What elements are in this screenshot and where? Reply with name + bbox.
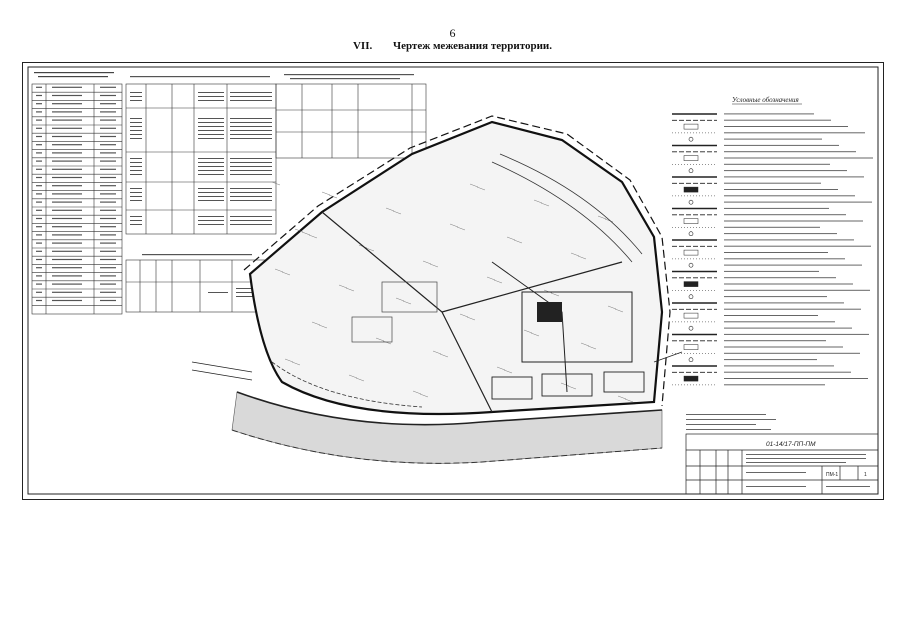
section-title: Чертеж межевания территории. [393, 40, 553, 52]
sheet-number: ПМ-1 [826, 472, 839, 478]
sheet-count: 1 [864, 472, 867, 478]
section-number: VII. [352, 40, 373, 52]
drawing-code: 01-14/17-ПП-ПМ [766, 441, 816, 448]
page-number: 6 [449, 26, 456, 40]
section-heading [0, 40, 905, 52]
land-survey-drawing [22, 62, 884, 500]
legend-title: Условные обозначения [732, 96, 799, 104]
